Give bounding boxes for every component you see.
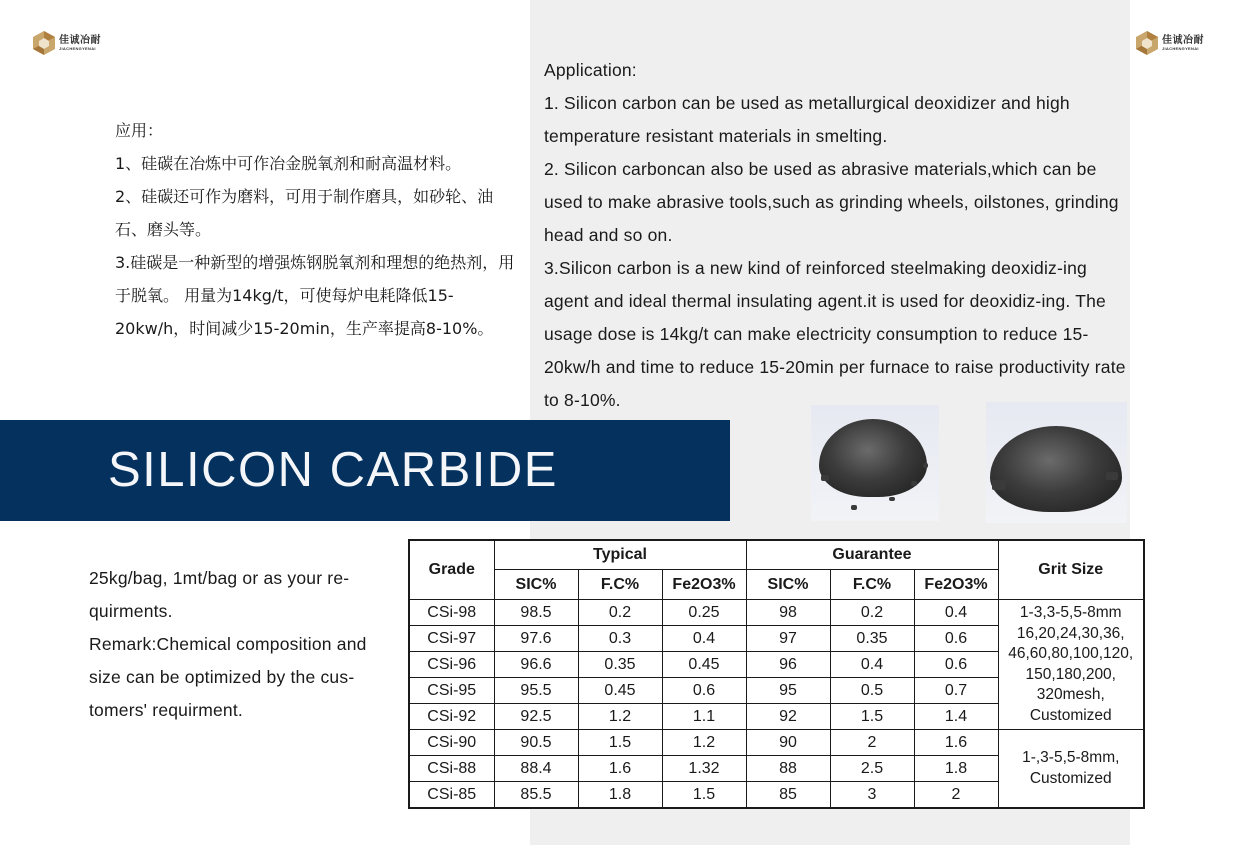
grit-size-line: 150,180,200,: [1025, 665, 1116, 683]
table-row: [409, 730, 1144, 756]
value-cell: 1.6: [578, 756, 662, 782]
application-en-title: Application:: [544, 60, 637, 80]
value-cell: 0.2: [578, 600, 662, 626]
title-banner: [0, 420, 730, 521]
logo-english-text: JIACHENGYENAI: [59, 45, 96, 51]
grade-cell: CSi-95: [409, 678, 494, 704]
value-cell: 95.5: [494, 678, 578, 704]
header-guarantee-fc: F.C%: [830, 570, 914, 600]
value-cell: 0.7: [914, 678, 998, 704]
grade-cell: CSi-85: [409, 782, 494, 809]
value-cell: 0.45: [662, 652, 746, 678]
value-cell: 2: [914, 782, 998, 809]
grit-size-line: Customized: [1029, 706, 1112, 724]
logo-english-text: JIACHENGYENAI: [1162, 45, 1199, 51]
header-typical-fc: F.C%: [578, 570, 662, 600]
value-cell: 3: [830, 782, 914, 809]
value-cell: 0.35: [578, 652, 662, 678]
header-grade: Grade: [409, 540, 494, 600]
value-cell: 1.32: [662, 756, 746, 782]
value-cell: 0.2: [830, 600, 914, 626]
brand-logo-right: [1135, 30, 1204, 56]
grade-cell: CSi-90: [409, 730, 494, 756]
value-cell: 0.5: [830, 678, 914, 704]
value-cell: 0.6: [662, 678, 746, 704]
application-english-section: [544, 54, 1129, 417]
value-cell: 0.25: [662, 600, 746, 626]
value-cell: 0.3: [578, 626, 662, 652]
grit-size-line: 1-,3-5,5-8mm,: [1022, 749, 1120, 766]
grade-cell: CSi-88: [409, 756, 494, 782]
value-cell: 1.1: [662, 704, 746, 730]
header-grit-size: Grit Size: [998, 540, 1144, 600]
packing-text: 25kg/bag, 1mt/bag or as your re-quirments.: [89, 568, 350, 621]
value-cell: 1.4: [914, 704, 998, 730]
grit-size-line: 320mesh,: [1036, 686, 1105, 703]
value-cell: 1.6: [914, 730, 998, 756]
header-typical-fe2o3: Fe2O3%: [662, 570, 746, 600]
remark-text: Remark:Chemical composition and size can be optimized by the cus-tomers' requirment.: [89, 634, 367, 720]
application-en-item-1: 1. Silicon carbon can be used as metallurgical deoxidizer and high temperature resistant materials in smelting.: [544, 93, 1070, 146]
value-cell: 97.6: [494, 626, 578, 652]
value-cell: 0.4: [662, 626, 746, 652]
value-cell: 0.6: [914, 626, 998, 652]
grade-cell: CSi-96: [409, 652, 494, 678]
header-typical: Typical: [494, 540, 746, 570]
application-cn-item-1: 1、硅碳在冶炼中可作冶金脱氧剂和耐高温材料。: [115, 154, 462, 173]
application-cn-title: 应用：: [115, 121, 164, 140]
header-guarantee-sic: SIC%: [746, 570, 830, 600]
grade-cell: CSi-98: [409, 600, 494, 626]
grit-size-line: 1-3,3-5,5-8mm: [1019, 604, 1122, 621]
application-cn-item-3: 3.硅碳是一种新型的增强炼钢脱氧剂和理想的绝热剂，用于脱氧。 用量为14kg/t，可使每炉电耗降低15-20kw/h，时间减少15-20min，生产率提高8-10%。: [115, 253, 515, 338]
value-cell: 0.4: [830, 652, 914, 678]
table-row: [409, 600, 1144, 626]
grit-size-line: Customized: [1029, 769, 1112, 787]
application-chinese-section: [115, 114, 515, 345]
header-guarantee-fe2o3: Fe2O3%: [914, 570, 998, 600]
value-cell: 90.5: [494, 730, 578, 756]
value-cell: 96: [746, 652, 830, 678]
grade-cell: CSi-92: [409, 704, 494, 730]
application-en-item-2: 2. Silicon carboncan also be used as abrasive materials,which can be used to make abrasive tools,such as grinding wheels, oilstones, grinding head and so on.: [544, 159, 1119, 245]
value-cell: 0.35: [830, 626, 914, 652]
brand-logo-left: [32, 30, 101, 56]
grade-cell: CSi-97: [409, 626, 494, 652]
value-cell: 1.5: [662, 782, 746, 809]
value-cell: 92: [746, 704, 830, 730]
value-cell: 88: [746, 756, 830, 782]
value-cell: 98.5: [494, 600, 578, 626]
value-cell: 0.4: [914, 600, 998, 626]
grit-size-cell: [998, 730, 1144, 809]
hexagon-logo-icon: [32, 30, 56, 56]
value-cell: 1.8: [914, 756, 998, 782]
application-cn-item-2: 2、硅碳还可作为磨料，可用于制作磨具，如砂轮、油石、磨头等。: [115, 187, 494, 239]
silicon-carbide-lumps-photo: [986, 402, 1127, 523]
value-cell: 92.5: [494, 704, 578, 730]
value-cell: 0.6: [914, 652, 998, 678]
header-guarantee: Guarantee: [746, 540, 998, 570]
grit-size-cell: [998, 600, 1144, 730]
grit-size-line: 46,60,80,100,120,: [1008, 645, 1134, 662]
value-cell: 85: [746, 782, 830, 809]
application-en-item-3: 3.Silicon carbon is a new kind of reinforced steelmaking deoxidiz-ing agent and ideal thermal insulating agent.it is used for deoxidiz-ing. The usage dose is 14kg/t can make electricity consumption to reduce 15-20kw/h and time to reduce 15-20min per furnace to raise productivity rate to 8-10%.: [544, 258, 1126, 410]
value-cell: 1.2: [662, 730, 746, 756]
specification-table: [408, 539, 1145, 809]
value-cell: 96.6: [494, 652, 578, 678]
packing-section: [89, 562, 399, 727]
value-cell: 95: [746, 678, 830, 704]
value-cell: 85.5: [494, 782, 578, 809]
value-cell: 2.5: [830, 756, 914, 782]
logo-chinese-text: 佳诚冶耐: [59, 34, 101, 46]
value-cell: 1.2: [578, 704, 662, 730]
logo-chinese-text: 佳诚冶耐: [1162, 34, 1204, 46]
value-cell: 88.4: [494, 756, 578, 782]
value-cell: 90: [746, 730, 830, 756]
grit-size-line: 16,20,24,30,36,: [1016, 624, 1125, 642]
value-cell: 98: [746, 600, 830, 626]
hexagon-logo-icon: [1135, 30, 1159, 56]
value-cell: 1.5: [830, 704, 914, 730]
header-typical-sic: SIC%: [494, 570, 578, 600]
value-cell: 2: [830, 730, 914, 756]
table-header-row: [409, 540, 1144, 570]
value-cell: 1.8: [578, 782, 662, 809]
value-cell: 1.5: [578, 730, 662, 756]
value-cell: 0.45: [578, 678, 662, 704]
silicon-carbide-granules-photo: [811, 405, 939, 521]
value-cell: 97: [746, 626, 830, 652]
page-title: SILICON CARBIDE: [108, 443, 558, 497]
